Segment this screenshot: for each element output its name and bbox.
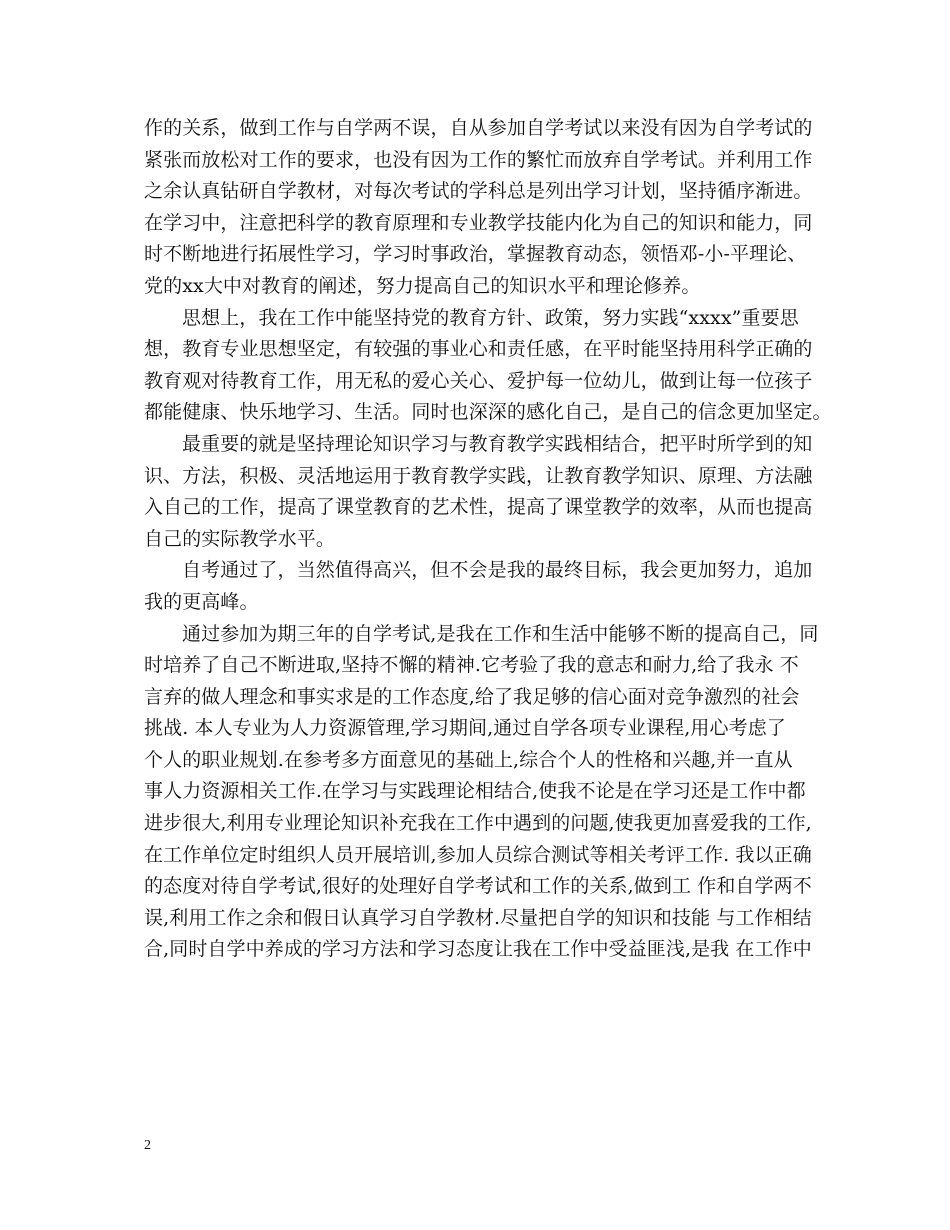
text-line: 想，教育专业思想坚定，有较强的事业心和责任感，在平时能坚持用科学正确的 [144,338,813,361]
text-line: 个人的职业规划.在参考多方面意见的基础上,综合个人的性格和兴趣,并一直从 [144,748,793,771]
text-line: 自考通过了，当然值得高兴，但不会是我的最终目标，我会更加努力，追加 [182,559,813,582]
text-line: 都能健康、快乐地学习、生活。同时也深深的感化自己，是自己的信念更加坚定。 [144,401,832,424]
text-line: 我的更高峰。 [144,590,259,613]
text-line: 入自己的工作，提高了课堂教育的艺术性，提高了课堂教学的效率，从而也提高 [144,496,813,519]
text-line: 自己的实际教学水平。 [144,527,336,550]
text-line: 挑战. 本人专业为人力资源管理,学习期间,通过自学各项专业课程,用心考虑了 [144,717,786,740]
text-line: 党的xx大中对教育的阐述，努力提高自己的知识水平和理论修养。 [144,274,701,297]
text-line: 在工作单位定时组织人员开展培训,参加人员综合测试等相关考评工作. 我以正确 [144,843,812,866]
text-line: 最重要的就是坚持理论知识学习与教育教学实践相结合，把平时所学到的知 [182,432,813,455]
text-line: 时培养了自己不断进取,坚持不懈的精神.它考验了我的意志和耐力,给了我永 不 [144,654,799,677]
text-line: 思想上，我在工作中能坚持党的教育方针、政策，努力实践“xxxx”重要思 [182,306,799,329]
text-line: 误,利用工作之余和假日认真学习自学教材.尽量把自学的知识和技能 与工作相结 [144,906,812,929]
paragraph-2 [144,303,832,429]
text-line: 通过参加为期三年的自学考试,是我在工作和生活中能够不断的提高自己，同 [182,622,819,645]
document-body [144,113,832,966]
paragraph-5 [144,619,824,967]
text-line: 识、方法，积极、灵活地运用于教育教学实践，让教育教学知识、原理、方法融 [144,464,813,487]
paragraph-1 [144,113,824,303]
page-number: 2 [144,1138,151,1153]
text-line: 作的关系，做到工作与自学两不误，自从参加自学考试以来没有因为自学考试的 [144,117,813,139]
text-line: 的态度对待自学考试,很好的处理好自学考试和工作的关系,做到工 作和自学两不 [144,875,812,898]
text-line: 言弃的做人理念和事实求是的工作态度,给了我足够的信心面对竞争激烈的社会 [144,685,800,708]
text-line: 之余认真钻研自学教材，对每次考试的学科总是列出学习计划，坚持循序渐进。 [144,180,813,203]
text-line: 在学习中，注意把科学的教育原理和专业教学技能内化为自己的知识和能力，同 [144,211,813,234]
text-line: 合,同时自学中养成的学习方法和学习态度让我在工作中受益匪浅,是我 在工作中 [144,938,812,961]
text-line: 紧张而放松对工作的要求，也没有因为工作的繁忙而放弃自学考试。并利用工作 [144,148,813,171]
paragraph-4 [144,555,824,618]
text-line: 进步很大,利用专业理论知识补充我在工作中遇到的问题,使我更加喜爱我的工作, [144,812,812,835]
paragraph-3 [144,429,824,555]
text-line: 事人力资源相关工作.在学习与实践理论相结合,使我不论是在学习还是工作中都 [144,780,806,803]
text-line: 时不断地进行拓展性学习，学习时事政治，掌握教育动态，领悟邓-小-平理论、 [144,243,807,266]
text-line: 教育观对待教育工作，用无私的爱心关心、爱护每一位幼儿，做到让每一位孩子 [144,369,813,392]
